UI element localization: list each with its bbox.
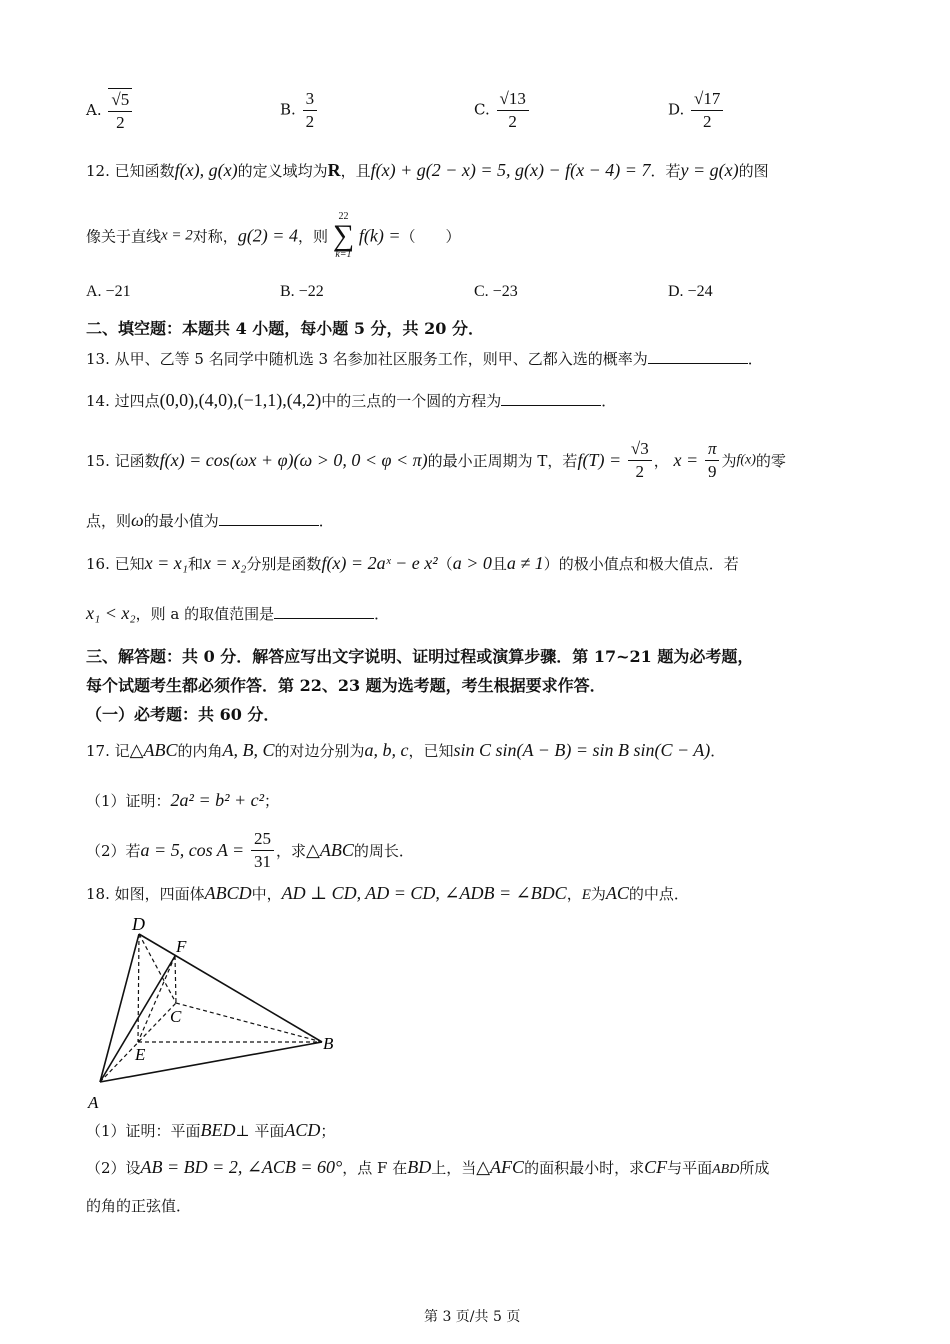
q15-line1: 15. 记函数f(x) = cos(ωx + φ)(ω > 0, 0 < φ < π)的最小正周期为 T，若f(T) = $\frac{√3}{2}$ ， x = $\frac{\pi}{9}$ 为f(x)的零 xyxy=(86,439,786,481)
label-f: F xyxy=(176,937,187,956)
q11-option-d: D. $\frac{√17}{2}$ xyxy=(668,88,725,133)
edge-fe xyxy=(138,956,175,1042)
section-3-heading-line2: 每个试题考生都必须作答．第 22、23 题为选考题，考生根据要求作答． xyxy=(86,676,606,695)
edge-cb xyxy=(176,1003,322,1042)
summation-symbol: 22 ∑ k=1 xyxy=(332,211,355,260)
q17-part1: （1）证明：2a² = b² + c²； xyxy=(86,790,280,810)
page-footer: 第 3 页/共 5 页 xyxy=(424,1309,521,1325)
label-e: E xyxy=(135,1045,146,1064)
label-b: B xyxy=(323,1034,334,1053)
q16-line1: 16. 已知x = x₁和x = x₂分别是函数f(x) = 2aˣ − e x²（a > 0且a ≠ 1）的极小值点和极大值点．若 xyxy=(86,553,739,573)
q18-part1: （1）证明：平面BED⊥ 平面ACD； xyxy=(86,1120,336,1140)
edge-ab xyxy=(100,1042,322,1082)
edge-de xyxy=(138,934,139,1042)
q17-part2: （2）若a = 5, cos A = $\frac{25}{31}$ ，求△ABC的周长． xyxy=(86,829,414,871)
tetrahedron-figure xyxy=(80,910,350,1115)
q16-answer-blank xyxy=(274,604,374,619)
q11-option-c: C. $\frac{√13}{2}$ xyxy=(474,88,531,133)
q14-answer-blank xyxy=(501,391,601,406)
q18-stem: 18. 如图，四面体ABCD中，AD ⊥ CD, AD = CD, ∠ADB = ∠BDC，E为AC的中点． xyxy=(86,883,689,903)
label-c: C xyxy=(170,1007,182,1026)
edge-da xyxy=(100,934,139,1082)
edge-fc xyxy=(175,956,176,1003)
label-d: D xyxy=(132,914,145,934)
section-3-subheading: （一）必考题：共 60 分． xyxy=(86,705,280,724)
q11-option-a: A. $\frac{√5}{2}$ xyxy=(86,88,134,134)
q18-part2-line2: 的角的正弦值． xyxy=(86,1197,192,1215)
q12-option-a: A. −21 xyxy=(86,283,131,300)
q15-answer-blank xyxy=(219,511,319,526)
q16-line2: x₁ < x₂，则 a 的取值范围是 ． xyxy=(86,603,390,623)
q13: 13. 从甲、乙等 5 名同学中随机选 3 名参加社区服务工作，则甲、乙都入选的概率为 ． xyxy=(86,350,763,368)
q14: 14. 过四点(0,0),(4,0),(−1,1),(4,2)中的三点的一个圆的方程为 ． xyxy=(86,390,617,410)
q12-line1: 12. 已知函数f(x), g(x)的定义域均为R，且f(x) + g(2 − x) = 5, g(x) − f(x − 4) = 7．若y = g(x)的图 xyxy=(86,160,769,180)
section-3-heading-line1: 三、解答题：共 0 分．解答应写出文字说明、证明过程或演算步骤．第 17~21 题为必考题， xyxy=(86,647,754,666)
q13-answer-blank xyxy=(648,349,748,364)
q17-stem: 17. 记△ABC的内角A, B, C的对边分别为a, b, c，已知sin C sin(A − B) = sin B sin(C − A)． xyxy=(86,740,726,760)
q18-part2-line1: （2）设AB = BD = 2, ∠ACB = 60°，点 F 在BD上，当△AFC的面积最小时，求CF与平面ABD所成 xyxy=(86,1157,770,1177)
section-2-heading: 二、填空题：本题共 4 小题，每小题 5 分，共 20 分． xyxy=(86,319,484,338)
q11-option-b: B. $\frac{3}{2}$ xyxy=(280,88,319,133)
q12-option-c: C. −23 xyxy=(474,283,518,300)
edge-db xyxy=(139,934,322,1042)
label-a: A xyxy=(88,1093,99,1112)
q12-line2: 像关于直线x = 2对称，g(2) = 4，则 22 ∑ k=1 f(k) =（ ） xyxy=(86,211,461,260)
q12-option-d: D. −24 xyxy=(668,283,713,300)
q15-line2: 点，则ω的最小值为 ． xyxy=(86,510,334,530)
q12-option-b: B. −22 xyxy=(280,283,324,300)
